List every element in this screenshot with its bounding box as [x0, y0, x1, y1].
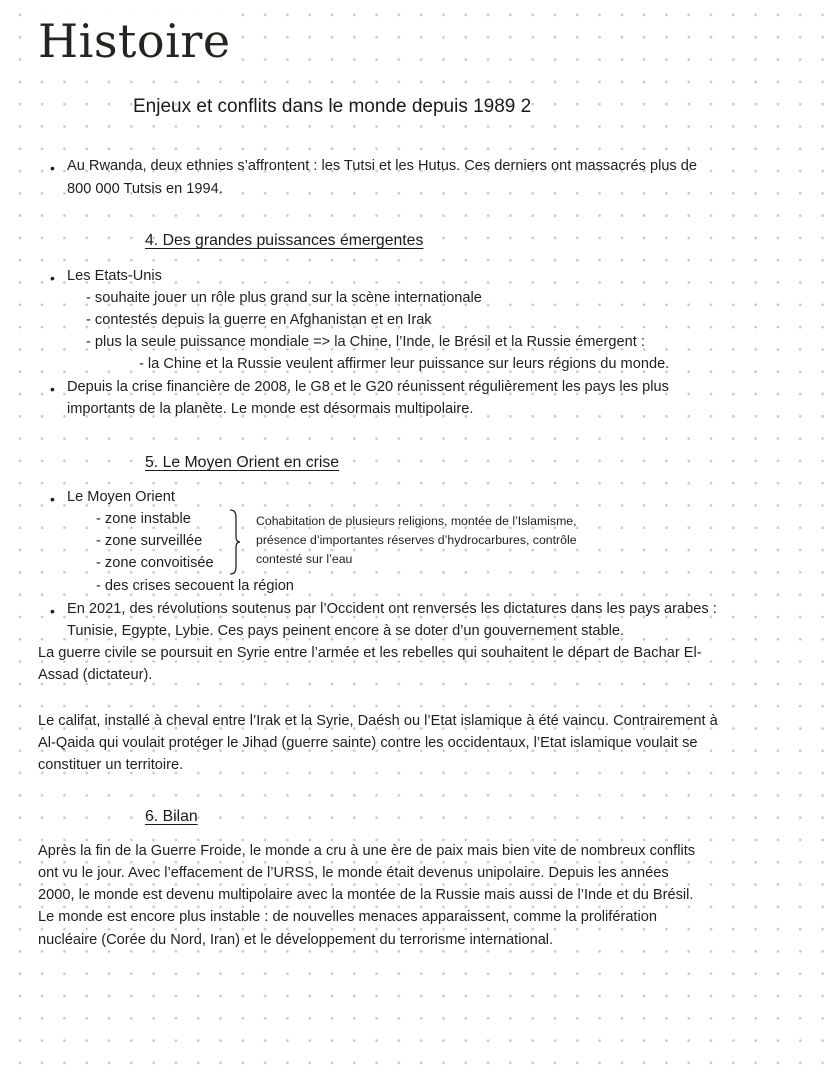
section-5-heading: 5. Le Moyen Orient en crise — [145, 454, 340, 471]
section-5-para-2-line-1: Le califat, installé à cheval entre l’Irak et la Syrie, Daésh ou l’Etat islamique à été vaincu. Contrairement à — [38, 713, 718, 729]
section-5-bullet-2-line-1: En 2021, des révolutions soutenus par l’Occident ont renversés les dictatures dans les pays arabes : — [67, 601, 717, 617]
brace-note-line-3: contesté sur l’eau — [256, 552, 353, 566]
intro-line-2: 800 000 Tutsis en 1994. — [67, 181, 223, 197]
section-4-bullet-1: Les Etats-Unis — [67, 268, 162, 284]
section-4-sub-3: - plus la seule puissance mondiale => la Chine, l’Inde, le Brésil et la Russie émergent : — [86, 334, 645, 350]
section-6-line-1: Après la fin de la Guerre Froide, le monde a cru à une ère de paix mais bien vite de nombreux conflits — [38, 843, 696, 859]
section-6-line-4: Le monde est encore plus instable : de nouvelles menaces apparaissent, comme la prolifération — [38, 909, 657, 925]
intro-line-1: Au Rwanda, deux ethnies s’affrontent : les Tutsi et les Hutus. Ces derniers ont massacrés plus de — [67, 158, 698, 174]
section-5-para-1-line-1: La guerre civile se poursuit en Syrie entre l’armée et les rebelles qui souhaitent le départ de Bachar El- — [38, 645, 702, 661]
section-4-bullet-2-line-2: importants de la planète. Le monde est désormais multipolaire. — [67, 401, 474, 417]
section-6-line-3: 2000, le monde est devenu multipolaire avec la montée de la Russie mais aussi de l’Inde et du Brésil. — [38, 887, 694, 903]
section-4-bullet-2-line-1: Depuis la crise financière de 2008, le G8 et le G20 réunissent régulièrement les pays les plus — [67, 379, 669, 395]
section-6-line-2: ont vu le jour. Avec l’effacement de l’URSS, le monde était devenus unipolaire. Depuis les années — [38, 865, 669, 881]
zone-item-3: - zone convoitisée — [96, 555, 214, 571]
zone-item-1: - zone instable — [96, 511, 191, 527]
section-4-sub-1: - souhaite jouer un rôle plus grand sur la scène internationale — [86, 290, 482, 306]
section-4-heading: 4. Des grandes puissances émergentes — [145, 232, 424, 249]
bullet-marker: • — [50, 160, 55, 176]
zone-item-2: - zone surveillée — [96, 533, 203, 549]
bullet-marker: • — [50, 381, 55, 397]
section-4-sub-3a: - la Chine et la Russie veulent affirmer leur puissance sur leurs régions du monde. — [139, 356, 670, 372]
section-5-para-2-line-3: constituer un territoire. — [38, 757, 184, 773]
section-6-line-5: nucléaire (Corée du Nord, Iran) et le développement du terrorisme international. — [38, 932, 554, 948]
brace-note-line-2: présence d’importantes réserves d’hydrocarbures, contrôle — [256, 533, 577, 547]
page-subtitle: Enjeux et conflits dans le monde depuis 1989 2 — [133, 96, 532, 117]
section-5-para-1-line-2: Assad (dictateur). — [38, 667, 153, 683]
zone-item-4: - des crises secouent la région — [96, 578, 294, 594]
bullet-marker: • — [50, 270, 55, 286]
section-5-bullet-2-line-2: Tunisie, Egypte, Lybie. Ces pays peinent encore à se doter d’un gouvernement stable. — [67, 623, 625, 639]
brace-note-line-1: Cohabitation de plusieurs religions, montée de l’Islamisme, — [256, 514, 577, 528]
section-5-para-2-line-2: Al-Qaida qui voulait protéger le Jihad (guerre sainte) contre les occidentaux, l’Etat islamique voulait se — [38, 735, 698, 751]
bullet-marker: • — [50, 603, 55, 619]
section-5-bullet-1: Le Moyen Orient — [67, 489, 175, 505]
curly-brace-icon — [228, 508, 242, 576]
section-4-sub-2: - contestés depuis la guerre en Afghanistan et en Irak — [86, 312, 432, 328]
page-title: Histoire — [38, 14, 237, 68]
bullet-marker: • — [50, 491, 55, 507]
section-6-heading: 6. Bilan — [145, 808, 198, 825]
